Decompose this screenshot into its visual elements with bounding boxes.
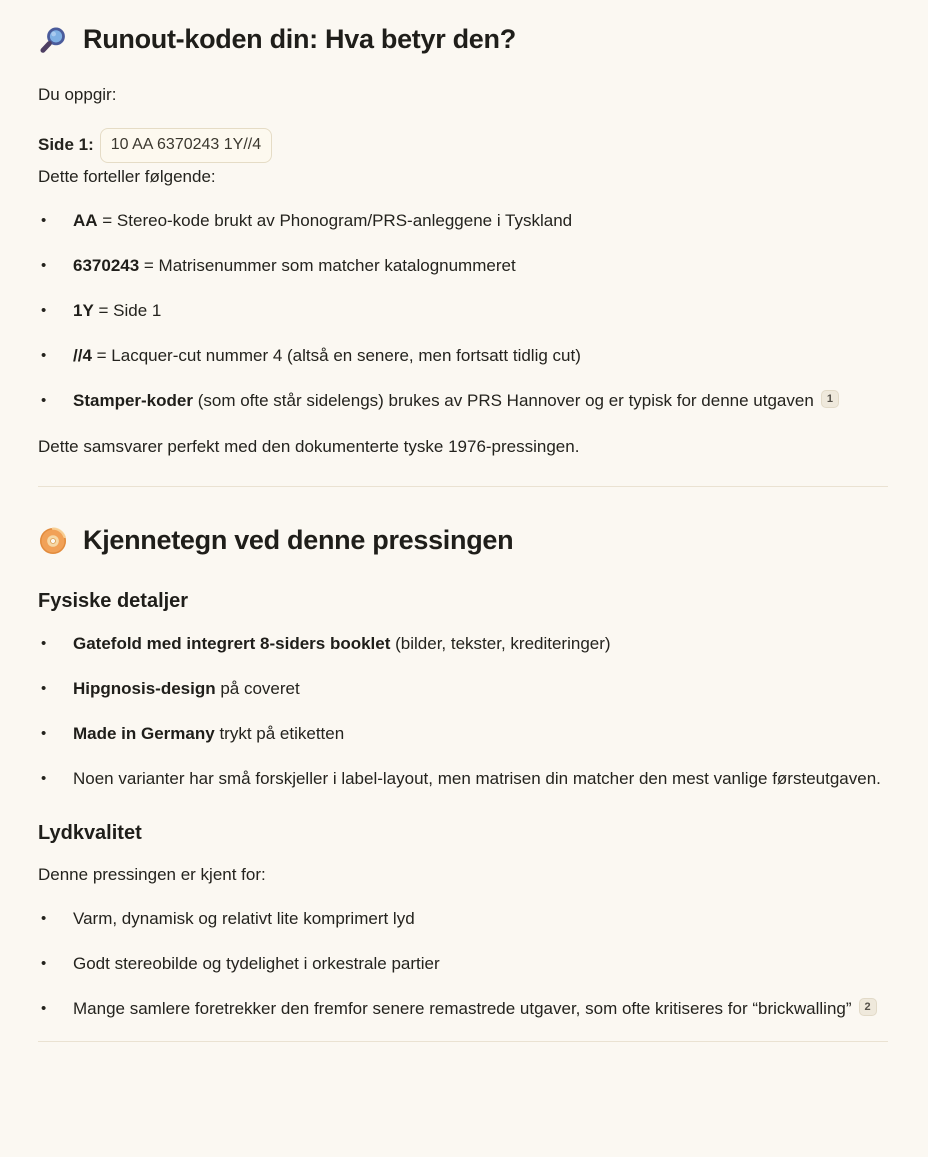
bullet-marker: •: [41, 910, 47, 927]
list-item: [38, 766, 888, 792]
bullet-text: (bilder, tekster, krediteringer): [390, 634, 611, 653]
list-item: [38, 906, 888, 932]
runout-bullet-list: [38, 208, 888, 414]
bullet-text: = Lacquer-cut nummer 4 (altså en senere, men fortsatt tidlig cut): [91, 346, 581, 365]
section-header-runout: [38, 24, 888, 55]
list-item: [38, 631, 888, 657]
magnifier-icon: [38, 25, 68, 55]
citation-badge[interactable]: 1: [821, 390, 839, 408]
following-text: Dette forteller følgende:: [38, 167, 216, 186]
bullet-marker: •: [41, 302, 47, 319]
disc-icon: [38, 526, 68, 556]
intro-text: Du oppgir:: [38, 85, 117, 104]
bullet-text: = Stereo-kode brukt av Phonogram/PRS-anleggene i Tyskland: [97, 211, 573, 230]
bullet-marker: •: [41, 257, 47, 274]
runout-code-line: [38, 128, 888, 163]
conclusion-text: Dette samsvarer perfekt med den dokumenterte tyske 1976-pressingen.: [38, 437, 580, 456]
list-item: [38, 343, 888, 369]
bullet-marker: •: [41, 955, 47, 972]
bullet-text: = Matrisenummer som matcher katalognummeret: [139, 256, 516, 275]
bullet-marker: •: [41, 347, 47, 364]
bullet-text: Noen varianter har små forskjeller i label-layout, men matrisen din matcher den mest vanlige førsteutgaven.: [73, 769, 881, 788]
bullet-marker: •: [41, 635, 47, 652]
list-item: [38, 298, 888, 324]
bullet-text: Mange samlere foretrekker den fremfor senere remastrede utgaver, som ofte kritiseres for “brickwalling”: [73, 999, 852, 1018]
bottom-divider: [38, 1041, 888, 1042]
list-item: [38, 253, 888, 279]
section-title: Kjennetegn ved denne pressingen: [83, 525, 514, 555]
bullet-term: 1Y: [73, 301, 94, 320]
bullet-marker: •: [41, 392, 47, 409]
bullet-term: 6370243: [73, 256, 140, 275]
section-header-pressing: [38, 525, 888, 556]
bullet-term: Stamper-koder: [73, 391, 193, 410]
side-label: Side 1:: [38, 135, 94, 154]
bullet-term: //4: [73, 346, 92, 365]
bullet-term: AA: [73, 211, 98, 230]
bullet-text: trykt på etiketten: [214, 724, 345, 743]
sound-intro-text: Denne pressingen er kjent for:: [38, 865, 266, 884]
bullet-marker: •: [41, 1000, 47, 1017]
section-title: Runout-koden din: Hva betyr den?: [83, 24, 516, 54]
list-item: [38, 388, 888, 414]
bullet-marker: •: [41, 770, 47, 787]
runout-code-chip: 10 AA 6370243 1Y//4: [100, 128, 272, 163]
section-pressing: [38, 525, 888, 1042]
bullet-text: = Side 1: [93, 301, 162, 320]
list-item: [38, 951, 888, 977]
subheading-sound: Lydkvalitet: [38, 822, 142, 844]
bullet-term: Gatefold med integrert 8-siders booklet: [73, 634, 391, 653]
bullet-text: Varm, dynamisk og relativt lite komprimert lyd: [73, 909, 415, 928]
list-item: [38, 996, 888, 1022]
list-item: [38, 208, 888, 234]
bullet-text: Godt stereobilde og tydelighet i orkestrale partier: [73, 954, 440, 973]
physical-bullet-list: [38, 631, 888, 792]
bullet-text: (som ofte står sidelengs) brukes av PRS Hannover og er typisk for denne utgaven: [192, 391, 814, 410]
bullet-term: Made in Germany: [73, 724, 215, 743]
bullet-marker: •: [41, 212, 47, 229]
list-item: [38, 676, 888, 702]
list-item: [38, 721, 888, 747]
bullet-text: på coveret: [215, 679, 300, 698]
section-divider: [38, 486, 888, 487]
subheading-physical: Fysiske detaljer: [38, 590, 189, 612]
bullet-marker: •: [41, 680, 47, 697]
citation-badge[interactable]: 2: [859, 998, 877, 1016]
bullet-term: Hipgnosis-design: [73, 679, 216, 698]
bullet-marker: •: [41, 725, 47, 742]
sound-bullet-list: [38, 906, 888, 1022]
